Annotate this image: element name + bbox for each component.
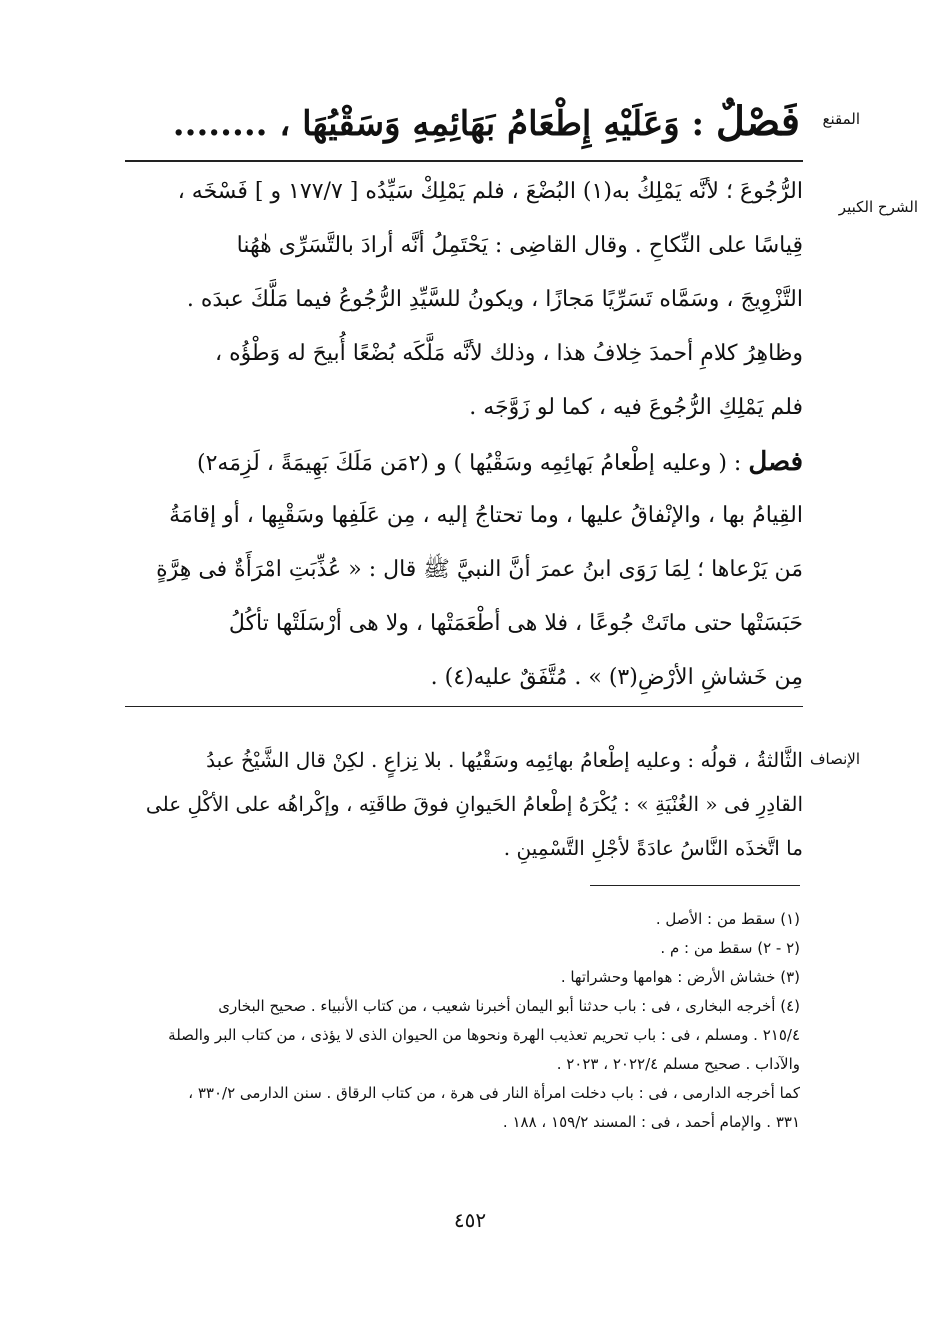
sharh-side-label: الشرح الكبير: [838, 198, 918, 216]
insaf-side-label: الإنصاف: [809, 750, 860, 768]
footnotes: [120, 905, 800, 1137]
chapter-heading: [120, 92, 800, 154]
sharh-line: قِياسًا على النِّكاحِ . وقال القاضِى : يَحْتَمِلُ أنَّه أرادَ بالتَّسَرِّى هٰهُنا: [236, 233, 803, 258]
fasl-body-line: مِن خَشاشِ الأرْضِ(٣) » . مُتَّفَقٌ عليه(٤) .: [430, 665, 803, 690]
footnote: ٣٣١ . والإمام أحمد ، فى : المسند ١٥٩/٢ ، ١٨٨ .: [502, 1113, 800, 1131]
footnote: (٢ - ٢) سقط من : م .: [660, 939, 800, 957]
footnote: والآداب . صحيح مسلم ٢٠٢٢/٤ ، ٢٠٢٣ .: [556, 1055, 800, 1073]
heading-title-text: : وَعَلَيْهِ إِطْعَامُ بَهَائِمِهِ وَسَقْيُهَا ، ........: [172, 104, 705, 144]
fasl-body-line: حَبَسَتْها حتى ماتَتْ جُوعًا ، فلا هى أطْعَمَتْها ، ولا هى أرْسَلَتْها تأكُلُ: [228, 611, 803, 636]
footnote: كما أخرجه الدارمى ، فى : باب دخلت امرأة النار فى هرة ، من كتاب الرقاق . سنن الدارمى ٣٣٠/٢ ،: [188, 1084, 800, 1102]
header-rule: [125, 160, 803, 162]
footnote: (٤) أخرجه البخارى ، فى : باب حدثنا أبو اليمان أخبرنا شعيب ، من كتاب الأنبياء . صحيح البخارى: [218, 997, 800, 1015]
sharh-text: [125, 165, 803, 705]
sharh-line: فلم يَمْلِكِ الرُّجُوعَ فيه ، كما لو زَوَّجَه .: [469, 395, 803, 420]
fasl-body-line: القِيامُ بها ، والإنْفاقُ عليها ، وما تحتاجُ إليه ، مِن عَلَفِها وسَقْيِها ، أو إقامَةُ: [169, 503, 803, 528]
fasl-line: [125, 435, 803, 489]
fasl-line-text: : ( وعليه إطْعامُ بَهائِمِه وسَقْيُها ) و (٢مَن مَلَكَ بَهِيمَةً ، لَزِمَه٢): [196, 451, 742, 476]
sharh-line: الرُّجُوعَ ؛ لأنَّه يَمْلِكُ به(١) البُضْعَ ، فلم يَمْلِكْ سَيِّدُه [ ١٧٧/٧ و ] فَسْخَه ،: [177, 179, 803, 204]
header-side-label: المقنع: [822, 110, 860, 128]
insaf-line: الثَّالثةُ ، قولُه : وعليه إطْعامُ بهائِمِه وسَقْيُها . بلا نِزاعٍ . لكِنْ قال الشَّيْخُ عبدُ: [206, 748, 803, 772]
heading-fasl-word: فَصْلٌ: [715, 98, 800, 145]
page-number: ٤٥٢: [453, 1208, 487, 1232]
insaf-text: [125, 738, 803, 870]
footnote: (٣) خشاش الأرض : هوامها وحشراتها .: [560, 968, 800, 986]
fasl-body-line: مَن يَرْعاها ؛ لِمَا رَوَى ابنُ عمرَ أنَّ النبيَّ ﷺ قال : « عُذِّبَتِ امْرَأَةٌ فى هِرَّةٍ: [156, 557, 803, 582]
fasl-word: فصل: [748, 447, 803, 477]
footnote: ٢١٥/٤ . ومسلم ، فى : باب تحريم تعذيب الهرة ونحوها من الحيوان الذى لا يؤذى ، من كتاب البر والصلة: [168, 1026, 800, 1044]
sharh-line: التَّزْوِيجَ ، وسَمَّاه تَسَرِّيًا مَجازًا ، ويكونُ للسَّيِّدِ الرُّجُوعُ فيما مَلَّكَ عبدَه .: [186, 287, 803, 312]
section-rule: [125, 706, 803, 707]
footnote: (١) سقط من : الأصل .: [655, 910, 800, 928]
insaf-line: ما اتَّخذَه النَّاسُ عادَةً لأجْلِ التَّسْمِينِ .: [503, 836, 803, 860]
insaf-line: القادِرِ فى « الغُنْيَةِ » : يُكْرَهُ إطْعامُ الحَيوانِ فوقَ طاقَتِه ، وإكْراهُه على الأكْلِ على: [145, 792, 803, 816]
sharh-line: وظاهِرُ كلامِ أحمدَ خِلافُ هذا ، وذلك لأنَّه مَلَّكَه بُضْعًا أُبيحَ له وَطْؤُه ،: [215, 341, 803, 366]
footnote-rule: [590, 885, 800, 886]
